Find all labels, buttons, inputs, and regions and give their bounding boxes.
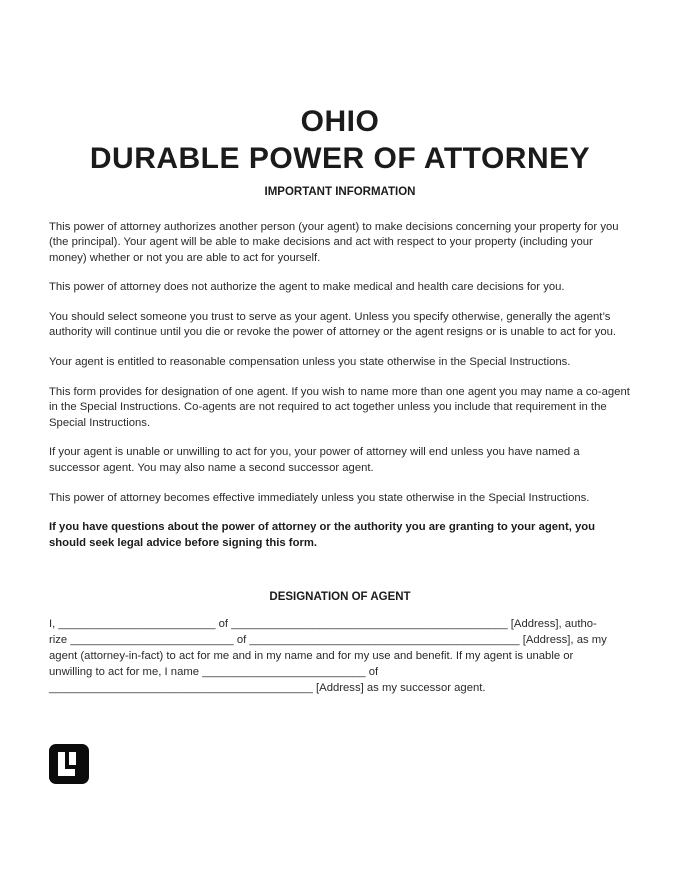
title-block [49,0,631,177]
paragraph-compensation: Your agent is entitled to reasonable compensation unless you state otherwise in the Special Instructions. [49,356,571,369]
paragraph-successor-agent: If your agent is unable or unwilling to act for you, your power of attorney will end unless you have named a successor agent. You may also name a second successor agent. [49,446,580,474]
important-information-section [49,220,631,551]
legal-templates-logo-icon [49,744,89,784]
paragraph-one-agent: This form provides for designation of one agent. If you wish to name more than one agent you may name a co-agent in the Special Instructions. Co-agents are not required to act together unless you include that requirement in the Special Instructions. [49,386,630,429]
document-content [49,0,631,696]
paragraph-agent-selection: You should select someone you trust to serve as your agent. Unless you specify otherwise, generally the agent’s authority will continue until you die or revoke the power of attorney or the agent resigns or is unable to act for you. [49,311,617,339]
designation-line: unwilling to act for me, I name __________________________ of [49,665,379,678]
paragraph-authorization: This power of attorney authorizes another person (your agent) to make decisions concerning your property for you (the principal). Your agent will be able to make decisions and act with respect to your property (including your money) whether or not you are able to act for yourself. [49,221,619,264]
designation-line: __________________________________________ [Address] as my successor agent. [49,681,486,694]
important-information-heading: IMPORTANT INFORMATION [264,186,416,198]
document-title-type: DURABLE POWER OF ATTORNEY [89,142,591,175]
designation-line: I, _________________________ of ____________________________________________ [Address], autho- [49,617,597,630]
designation-line: rize __________________________ of ___________________________________________ [Address], as my [49,633,607,646]
designation-of-agent-heading: DESIGNATION OF AGENT [269,590,411,603]
document-title-state: OHIO [300,105,380,138]
paragraph-effective-immediately: This power of attorney becomes effective immediately unless you state otherwise in the Special Instructions. [49,491,590,504]
paragraph-legal-advice: If you have questions about the power of attorney or the authority you are granting to your agent, you should seek legal advice before signing this form. [49,521,596,549]
designation-line: agent (attorney-in-fact) to act for me and in my name and for my use and benefit. If my agent is unable or [49,649,574,662]
paragraph-medical-exclusion: This power of attorney does not authorize the agent to make medical and health care decisions for you. [49,281,565,294]
legal-templates-logo [49,744,89,784]
designation-of-agent-text [49,616,631,696]
